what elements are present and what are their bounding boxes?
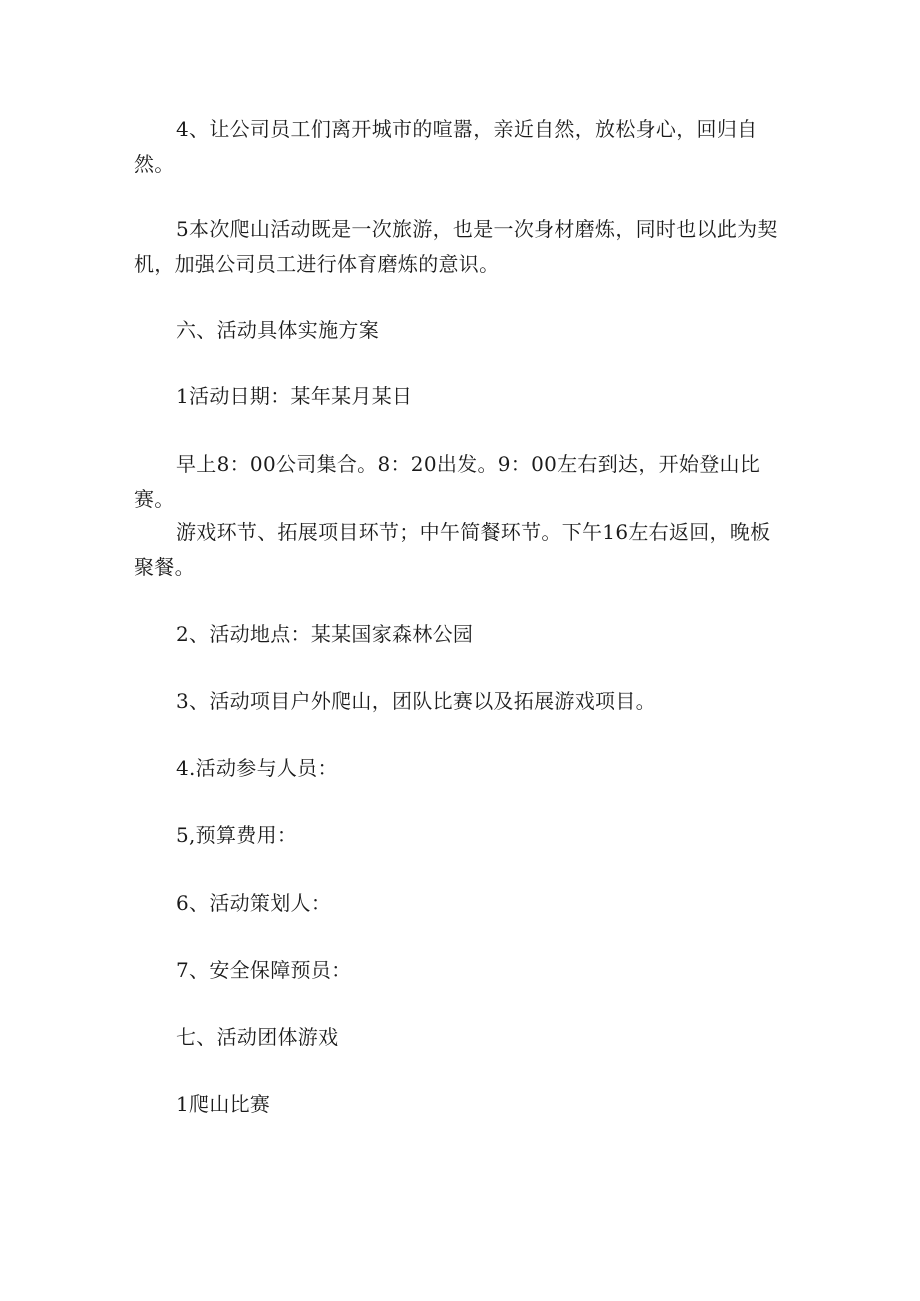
paragraph-participants: 4.活动参与人员： [176,756,338,780]
paragraph-goal-4: 4、让公司员工们离开城市的喧嚣，亲近自然，放松身心，回归自然。 [134,117,758,176]
paragraph-activity-items: 3、活动项目户外爬山，团队比赛以及拓展游戏项目。 [176,689,656,713]
paragraph-climbing-race: 1爬山比赛 [176,1092,271,1116]
section-heading-implementation: 六、活动具体实施方案 [176,318,379,342]
paragraph-activity-location: 2、活动地点：某某国家森林公园 [176,622,474,646]
paragraph-afternoon-schedule: 游戏环节、拓展项目环节；中午简餐环节。下午16左右返回，晚板聚餐。 [134,520,771,579]
paragraph-goal-5: 5本次爬山活动既是一次旅游，也是一次身材磨炼，同时也以此为契机，加强公司员工进行体育磨炼的意识。 [134,217,778,276]
paragraph-morning-schedule: 早上8：00公司集合。8：20出发。9：00左右到达，开始登山比赛。 [134,452,761,511]
paragraph-activity-date: 1活动日期：某年某月某日 [176,384,413,408]
section-heading-team-games: 七、活动团体游戏 [176,1025,339,1049]
paragraph-safety-staff: 7、安全保障预员： [176,958,352,982]
paragraph-planner: 6、活动策划人： [176,891,332,915]
paragraph-budget: 5,预算费用： [176,823,298,847]
